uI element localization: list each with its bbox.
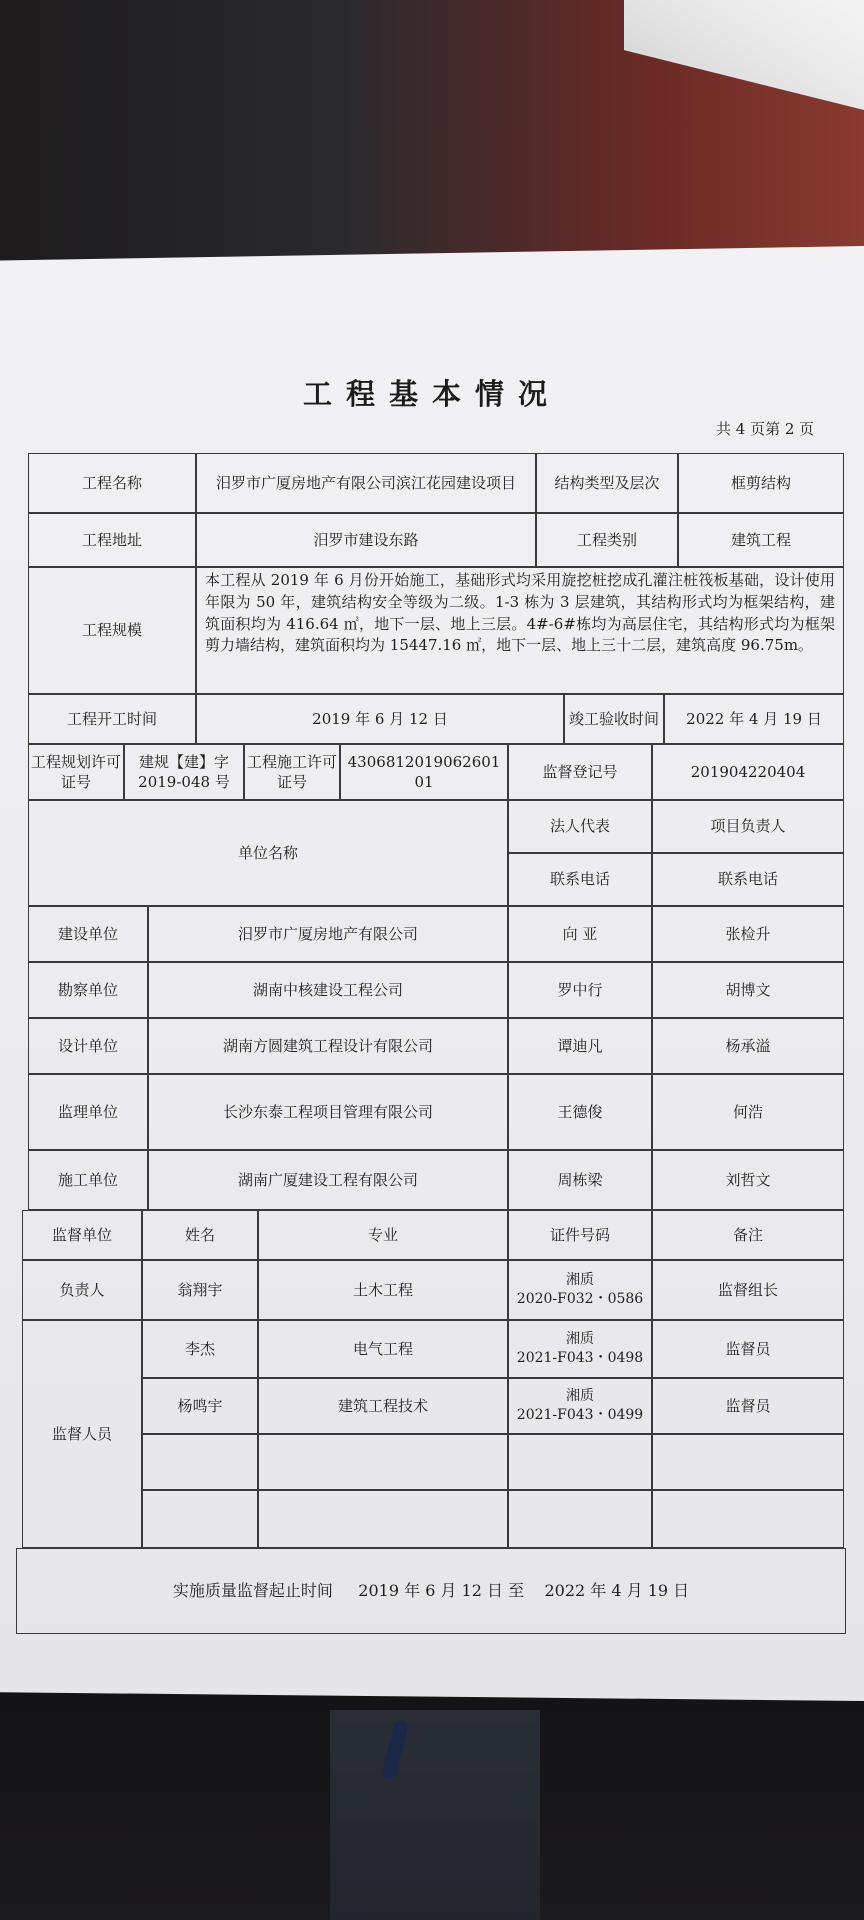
legal-rep-header: 法人代表 (508, 800, 652, 853)
name-header: 姓名 (142, 1210, 258, 1260)
unit-project-lead: 胡博文 (652, 962, 844, 1018)
category-value: 建筑工程 (678, 513, 844, 567)
unit-name: 湖南中核建设工程公司 (148, 962, 508, 1018)
unit-name: 长沙东泰工程项目管理有限公司 (148, 1074, 508, 1150)
supervision-reg-label: 监督登记号 (508, 744, 652, 800)
empty-cell (652, 1434, 844, 1490)
staff-cert (508, 1320, 652, 1378)
address-label: 工程地址 (28, 513, 196, 567)
lead-major: 土木工程 (258, 1260, 508, 1320)
phone-header-1: 联系电话 (508, 853, 652, 906)
staff-note: 监督员 (652, 1378, 844, 1434)
planning-permit-label: 工程规划许可证号 (28, 744, 124, 800)
construction-permit-label: 工程施工许可证号 (244, 744, 340, 800)
unit-legal-rep: 罗中行 (508, 962, 652, 1018)
cert-header: 证件号码 (508, 1210, 652, 1260)
completion-date-label: 竣工验收时间 (564, 694, 664, 744)
empty-cell (258, 1490, 508, 1548)
unit-project-lead: 何浩 (652, 1074, 844, 1150)
unit-project-lead: 刘哲文 (652, 1150, 844, 1210)
staff-name: 李杰 (142, 1320, 258, 1378)
empty-cell (258, 1434, 508, 1490)
major-header: 专业 (258, 1210, 508, 1260)
staff-label: 监督人员 (22, 1320, 142, 1548)
unit-name: 汨罗市广厦房地产有限公司 (148, 906, 508, 962)
staff-cert (508, 1378, 652, 1434)
unit-role: 勘察单位 (28, 962, 148, 1018)
unit-name-header: 单位名称 (28, 800, 508, 906)
start-date-label: 工程开工时间 (28, 694, 196, 744)
cert-line-1: 湘质 (566, 1331, 594, 1348)
empty-cell (142, 1490, 258, 1548)
cert-line-2: 2021-F043・0499 (516, 1407, 644, 1423)
period-label: 实施质量监督起止时间 (172, 1581, 333, 1600)
empty-cell (652, 1490, 844, 1548)
address-value: 汨罗市建设东路 (196, 513, 536, 567)
category-label: 工程类别 (536, 513, 678, 567)
unit-role: 施工单位 (28, 1150, 148, 1210)
planning-permit-value: 建规【建】字2019-048 号 (124, 744, 244, 800)
supervision-reg-value: 201904220404 (652, 744, 844, 800)
staff-name: 杨鸣宇 (142, 1378, 258, 1434)
project-lead-header: 项目负责人 (652, 800, 844, 853)
empty-cell (142, 1434, 258, 1490)
note-header: 备注 (652, 1210, 844, 1260)
period-separator: 至 (508, 1581, 525, 1600)
supervision-period (16, 1578, 846, 1601)
unit-legal-rep: 王德俊 (508, 1074, 652, 1150)
structure-value: 框剪结构 (678, 453, 844, 513)
start-date-value: 2019 年 6 月 12 日 (196, 694, 564, 744)
unit-role: 建设单位 (28, 906, 148, 962)
scale-label: 工程规模 (28, 567, 196, 694)
lead-name: 翁翔宇 (142, 1260, 258, 1320)
phone-header-2: 联系电话 (652, 853, 844, 906)
period-end: 2022 年 4 月 19 日 (544, 1581, 690, 1600)
unit-role: 设计单位 (28, 1018, 148, 1074)
lead-label: 负责人 (22, 1260, 142, 1320)
cert-line-1: 湘质 (566, 1388, 594, 1405)
unit-name: 湖南广厦建设工程有限公司 (148, 1150, 508, 1210)
project-name-label: 工程名称 (28, 453, 196, 513)
staff-note: 监督员 (652, 1320, 844, 1378)
cert-line-1: 湘质 (566, 1272, 594, 1289)
structure-label: 结构类型及层次 (536, 453, 678, 513)
unit-project-lead: 张检升 (652, 906, 844, 962)
unit-name: 湖南方圆建筑工程设计有限公司 (148, 1018, 508, 1074)
empty-cell (508, 1490, 652, 1548)
project-name-value: 汨罗市广厦房地产有限公司滨江花园建设项目 (196, 453, 536, 513)
unit-role: 监理单位 (28, 1074, 148, 1150)
cert-line-2: 2020-F032・0586 (516, 1291, 644, 1307)
unit-project-lead: 杨承溢 (652, 1018, 844, 1074)
cert-line-2: 2021-F043・0498 (516, 1350, 644, 1366)
document-title: 工程基本情况 (302, 377, 561, 411)
background-reflection (330, 1710, 540, 1920)
page-indicator: 共 4 页第 2 页 (716, 420, 815, 438)
supervision-unit-label: 监督单位 (22, 1210, 142, 1260)
staff-major: 建筑工程技术 (258, 1378, 508, 1434)
unit-legal-rep: 周栋梁 (508, 1150, 652, 1210)
lead-cert (508, 1260, 652, 1320)
unit-legal-rep: 谭迪凡 (508, 1018, 652, 1074)
unit-legal-rep: 向 亚 (508, 906, 652, 962)
lead-note: 监督组长 (652, 1260, 844, 1320)
staff-major: 电气工程 (258, 1320, 508, 1378)
construction-permit-value: 430681201906260101 (340, 744, 508, 800)
period-start: 2019 年 6 月 12 日 (358, 1581, 503, 1600)
completion-date-value: 2022 年 4 月 19 日 (664, 694, 844, 744)
scale-value: 本工程从 2019 年 6 月份开始施工，基础形式均采用旋挖桩挖成孔灌注桩筏板基础，设计使用年限为 50 年，建筑结构安全等级为二级。1-3 栋为 3 层建筑，其结构形式均为框架结构，建筑面积均为 416.64 ㎡，地下一层、地上三层。4#-6#栋均为高层住宅，其结构形式均为框架剪力墙结构，建筑面积均为 15447.16 ㎡，地下一层、地上三十二层，建筑高度 96.75m。 (196, 567, 844, 694)
empty-cell (508, 1434, 652, 1490)
